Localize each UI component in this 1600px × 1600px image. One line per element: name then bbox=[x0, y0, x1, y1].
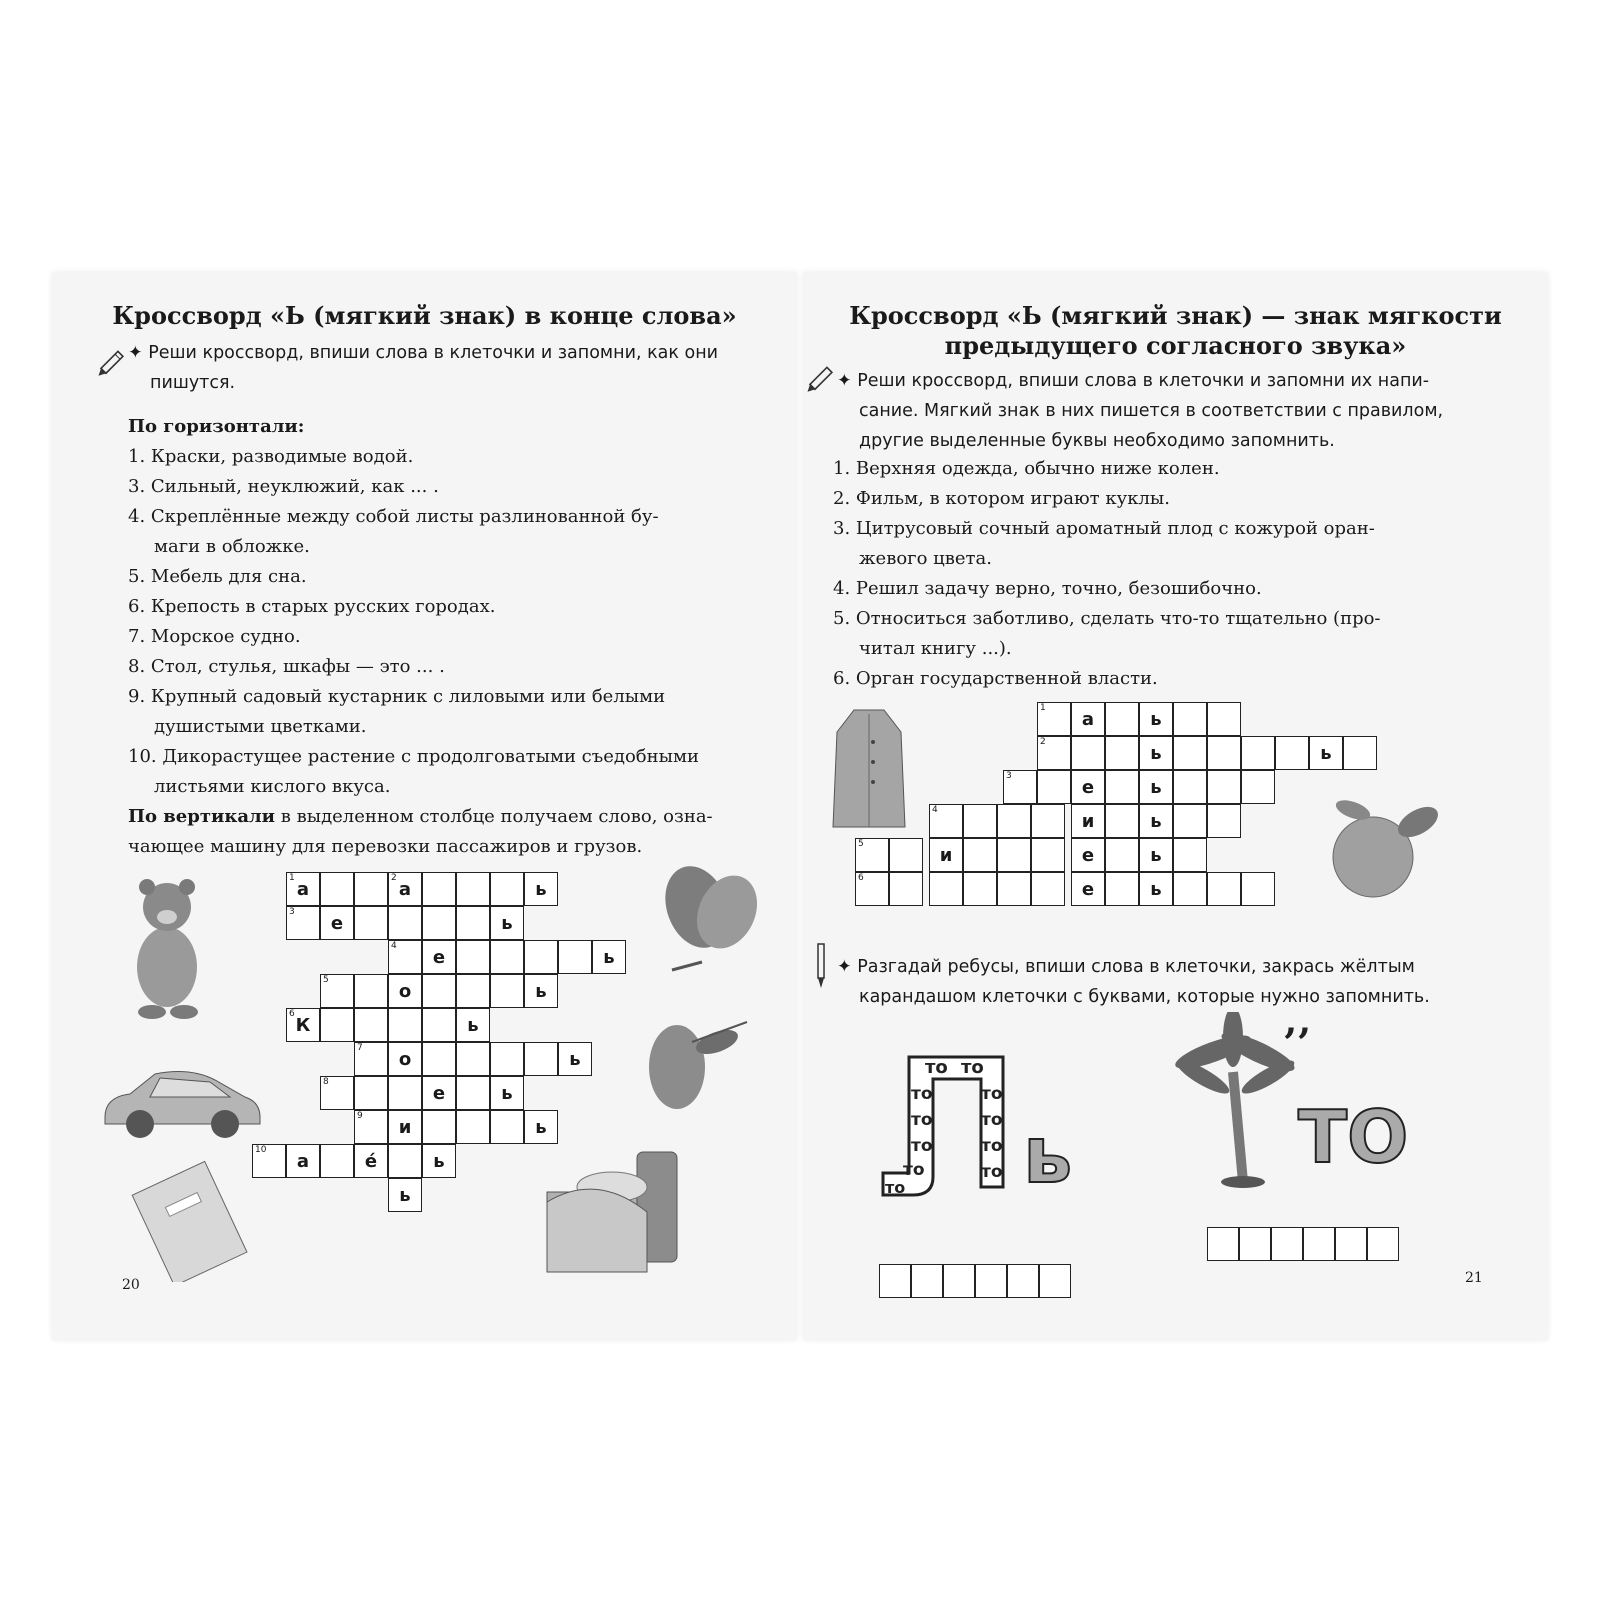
cw-cell[interactable]: е bbox=[422, 940, 456, 974]
answer-cell[interactable] bbox=[1207, 1227, 1239, 1261]
cw-cell[interactable] bbox=[1207, 702, 1241, 736]
right-instruction-line-2: сание. Мягкий знак в них пишется в соответствии с правилом, bbox=[859, 401, 1444, 421]
cw-cell[interactable] bbox=[354, 1008, 388, 1042]
cw-cell[interactable] bbox=[963, 804, 997, 838]
cw-cell[interactable]: ь bbox=[1139, 736, 1173, 770]
cw-cell[interactable] bbox=[963, 872, 997, 906]
clue-4-cont: маги в обложке. bbox=[154, 536, 310, 557]
rebus-to-8: то bbox=[981, 1084, 1003, 1104]
cw-cell[interactable] bbox=[456, 906, 490, 940]
cw-cell[interactable] bbox=[422, 1110, 456, 1144]
cw-cell[interactable]: 7 bbox=[354, 1042, 388, 1076]
answer-cell[interactable] bbox=[911, 1264, 943, 1298]
car-illustration bbox=[100, 1062, 265, 1142]
coat-illustration bbox=[829, 702, 909, 832]
cw-cell[interactable] bbox=[320, 872, 354, 906]
cw-cell[interactable] bbox=[456, 974, 490, 1008]
cw-cell[interactable] bbox=[388, 906, 422, 940]
cw-cell[interactable] bbox=[422, 974, 456, 1008]
cw-cell[interactable] bbox=[1275, 736, 1309, 770]
cw-cell[interactable] bbox=[1207, 804, 1241, 838]
cw-cell[interactable] bbox=[456, 1076, 490, 1110]
answer-cell[interactable] bbox=[943, 1264, 975, 1298]
cw-cell[interactable]: 6 К bbox=[286, 1008, 320, 1042]
cw-cell[interactable]: 1 а bbox=[286, 872, 320, 906]
answer-cell[interactable] bbox=[975, 1264, 1007, 1298]
cw-cell[interactable]: ь bbox=[1139, 838, 1173, 872]
cw-cell[interactable]: ь bbox=[1309, 736, 1343, 770]
cw-cell[interactable] bbox=[456, 1110, 490, 1144]
cw-cell[interactable]: 2 bbox=[1037, 736, 1071, 770]
cw-cell[interactable] bbox=[1105, 872, 1139, 906]
cw-cell[interactable]: а bbox=[1071, 702, 1105, 736]
cw-cell[interactable] bbox=[1105, 838, 1139, 872]
clue-10-cont: листьями кислого вкуса. bbox=[154, 776, 391, 797]
rebus-2-picture bbox=[1163, 1012, 1413, 1192]
clue-8: 8. Стол, стулья, шкафы — это ... . bbox=[128, 656, 445, 677]
cw-cell[interactable] bbox=[490, 1042, 524, 1076]
cw-cell[interactable] bbox=[1105, 770, 1139, 804]
answer-cell[interactable] bbox=[1039, 1264, 1071, 1298]
cw-cell[interactable] bbox=[456, 940, 490, 974]
bed-illustration bbox=[537, 1132, 687, 1282]
cw-cell[interactable]: ь bbox=[1139, 804, 1173, 838]
right-page-title-line-2: предыдущего согласного звука» bbox=[944, 331, 1407, 360]
rebus-to-5: то bbox=[911, 1136, 933, 1156]
cw-cell[interactable] bbox=[1105, 702, 1139, 736]
orange-illustration bbox=[1328, 792, 1448, 902]
left-page bbox=[52, 272, 797, 1340]
cw-cell[interactable] bbox=[558, 940, 592, 974]
clue-4: 4. Скреплённые между собой листы разлинованной бу- bbox=[128, 506, 659, 527]
cw-cell[interactable] bbox=[889, 872, 923, 906]
notebook-illustration bbox=[127, 1152, 257, 1282]
cw-cell[interactable]: 6 bbox=[855, 872, 889, 906]
cw-cell[interactable] bbox=[997, 838, 1031, 872]
cw-cell[interactable] bbox=[524, 1042, 558, 1076]
rebus-instruction-line-1: ✦ Разгадай ребусы, впиши слова в клеточки, закрась жёлтым bbox=[837, 957, 1415, 977]
cw-cell[interactable] bbox=[1031, 872, 1065, 906]
cw-cell[interactable] bbox=[1173, 770, 1207, 804]
cw-cell[interactable] bbox=[997, 804, 1031, 838]
answer-cell[interactable] bbox=[1271, 1227, 1303, 1261]
cw-cell[interactable]: ь bbox=[524, 872, 558, 906]
cw-cell[interactable]: 5 bbox=[320, 974, 354, 1008]
cw-cell[interactable]: 3 bbox=[286, 906, 320, 940]
cw-cell[interactable] bbox=[490, 1110, 524, 1144]
cw-cell[interactable]: 1 bbox=[1037, 702, 1071, 736]
pencil-icon bbox=[805, 360, 839, 396]
cw-cell[interactable] bbox=[490, 974, 524, 1008]
vertical-heading: По вертикали bbox=[128, 806, 276, 827]
cw-cell[interactable]: é bbox=[354, 1144, 388, 1178]
cw-cell[interactable]: и bbox=[929, 838, 963, 872]
rclue-1: 1. Верхняя одежда, обычно ниже колен. bbox=[833, 458, 1220, 479]
rebus-to-big: ТО bbox=[1298, 1095, 1409, 1179]
rebus-to-1: то bbox=[925, 1057, 948, 1078]
cw-cell[interactable] bbox=[1173, 838, 1207, 872]
clue-3: 3. Сильный, неуклюжий, как ... . bbox=[128, 476, 439, 497]
cw-cell[interactable]: 8 bbox=[320, 1076, 354, 1110]
cw-cell[interactable] bbox=[456, 872, 490, 906]
cw-cell[interactable]: и bbox=[1071, 804, 1105, 838]
cw-cell[interactable] bbox=[422, 1042, 456, 1076]
right-clue-list bbox=[833, 454, 1443, 694]
cw-cell[interactable] bbox=[388, 1008, 422, 1042]
left-instruction-line-1: ✦ Реши кроссворд, впиши слова в клеточки и запомни, как они bbox=[128, 343, 719, 363]
cw-cell[interactable] bbox=[1105, 736, 1139, 770]
rebus-soft-sign: ь bbox=[1023, 1111, 1073, 1201]
cw-cell[interactable]: ь bbox=[592, 940, 626, 974]
answer-cell[interactable] bbox=[1239, 1227, 1271, 1261]
clue-1: 1. Краски, разводимые водой. bbox=[128, 446, 414, 467]
clue-5: 5. Мебель для сна. bbox=[128, 566, 307, 587]
left-page-number: 20 bbox=[122, 1277, 140, 1293]
cw-cell[interactable]: ь bbox=[524, 974, 558, 1008]
rebus-to-7: то bbox=[885, 1178, 906, 1197]
cw-cell[interactable]: ь bbox=[1139, 872, 1173, 906]
cw-cell[interactable]: ь bbox=[422, 1144, 456, 1178]
cw-cell[interactable]: 4 bbox=[929, 804, 963, 838]
horizontal-heading: По горизонтали: bbox=[128, 416, 305, 437]
cw-cell[interactable]: ь bbox=[558, 1042, 592, 1076]
cw-cell[interactable] bbox=[354, 906, 388, 940]
clue-6: 6. Крепость в старых русских городах. bbox=[128, 596, 496, 617]
cw-cell[interactable] bbox=[1207, 770, 1241, 804]
cw-cell[interactable] bbox=[422, 906, 456, 940]
cw-cell[interactable] bbox=[388, 1144, 422, 1178]
cw-cell[interactable] bbox=[490, 940, 524, 974]
cw-cell[interactable] bbox=[1037, 770, 1071, 804]
cw-cell[interactable]: 2 а bbox=[388, 872, 422, 906]
cw-cell[interactable] bbox=[1241, 736, 1275, 770]
right-instruction-line-1: ✦ Реши кроссворд, впиши слова в клеточки и запомни их напи- bbox=[837, 371, 1430, 391]
cw-cell[interactable]: е bbox=[1071, 770, 1105, 804]
cw-cell[interactable] bbox=[1241, 770, 1275, 804]
rclue-3-cont: жевого цвета. bbox=[859, 548, 992, 569]
cw-cell[interactable]: о bbox=[388, 1042, 422, 1076]
answer-cell[interactable] bbox=[879, 1264, 911, 1298]
cw-cell[interactable] bbox=[1173, 872, 1207, 906]
left-instruction-line-2: пишутся. bbox=[150, 373, 236, 393]
pen-icon bbox=[809, 942, 833, 992]
cw-cell[interactable]: е bbox=[422, 1076, 456, 1110]
right-page bbox=[803, 272, 1548, 1340]
cw-cell[interactable] bbox=[320, 1008, 354, 1042]
cw-cell[interactable] bbox=[422, 872, 456, 906]
rebus-comma-quote: ’’ bbox=[1283, 1020, 1311, 1067]
cw-cell[interactable] bbox=[354, 872, 388, 906]
rebus-to-10: то bbox=[981, 1136, 1003, 1156]
cw-cell[interactable]: 5 bbox=[855, 838, 889, 872]
answer-cell[interactable] bbox=[1367, 1227, 1399, 1261]
left-page-title: Кроссворд «Ь (мягкий знак) в конце слова» bbox=[112, 301, 737, 330]
cw-cell[interactable] bbox=[1343, 736, 1377, 770]
cw-cell[interactable]: ь bbox=[524, 1110, 558, 1144]
cw-cell[interactable] bbox=[354, 974, 388, 1008]
cw-cell[interactable] bbox=[1105, 804, 1139, 838]
cw-cell[interactable] bbox=[422, 1008, 456, 1042]
cw-cell[interactable]: ь bbox=[490, 1076, 524, 1110]
rebus-to-2: то bbox=[961, 1057, 984, 1078]
rclue-4: 4. Решил задачу верно, точно, безошибочно. bbox=[833, 578, 1262, 599]
clue-7: 7. Морское судно. bbox=[128, 626, 301, 647]
rebus-instruction-line-2: карандашом клеточки с буквами, которые нужно запомнить. bbox=[859, 987, 1430, 1007]
cw-cell[interactable] bbox=[1241, 872, 1275, 906]
sorrel-illustration bbox=[652, 862, 772, 972]
cw-cell[interactable]: е bbox=[1071, 838, 1105, 872]
cw-cell[interactable]: ь bbox=[1139, 770, 1173, 804]
cw-cell[interactable]: а bbox=[286, 1144, 320, 1178]
cw-cell[interactable]: ь bbox=[1139, 702, 1173, 736]
rebus-to-4: то bbox=[911, 1110, 933, 1130]
cw-cell[interactable]: ь bbox=[456, 1008, 490, 1042]
answer-cell[interactable] bbox=[1303, 1227, 1335, 1261]
cw-cell[interactable] bbox=[456, 1042, 490, 1076]
cw-cell[interactable] bbox=[1173, 702, 1207, 736]
cw-cell[interactable]: ь bbox=[490, 906, 524, 940]
clue-9-cont: душистыми цветками. bbox=[154, 716, 367, 737]
cw-cell[interactable] bbox=[963, 838, 997, 872]
cw-cell[interactable] bbox=[1071, 736, 1105, 770]
clue-9: 9. Крупный садовый кустарник с лиловыми или белыми bbox=[128, 686, 666, 707]
right-page-title-line-1: Кроссворд «Ь (мягкий знак) — знак мягкости bbox=[849, 301, 1502, 330]
lilac-illustration bbox=[632, 1012, 752, 1122]
pencil-icon bbox=[96, 344, 130, 380]
cw-cell[interactable]: 9 bbox=[354, 1110, 388, 1144]
rclue-5: 5. Относиться заботливо, сделать что-то тщательно (про- bbox=[833, 608, 1381, 629]
cw-cell[interactable] bbox=[889, 838, 923, 872]
cw-cell[interactable]: е bbox=[1071, 872, 1105, 906]
left-clue-list bbox=[128, 412, 738, 862]
cw-cell[interactable] bbox=[929, 872, 963, 906]
cw-cell[interactable]: 4 bbox=[388, 940, 422, 974]
cw-cell[interactable] bbox=[1173, 736, 1207, 770]
cw-cell[interactable] bbox=[1173, 804, 1207, 838]
rebus-to-3: то bbox=[911, 1084, 933, 1104]
cw-cell[interactable] bbox=[524, 940, 558, 974]
cw-cell[interactable] bbox=[354, 1076, 388, 1110]
vertical-text-2: чающее машину для перевозки пассажиров и грузов. bbox=[128, 836, 643, 857]
clue-10: 10. Дикорастущее растение с продолговатыми съедобными bbox=[128, 746, 699, 767]
rclue-6: 6. Орган государственной власти. bbox=[833, 668, 1158, 689]
cw-cell[interactable] bbox=[388, 1076, 422, 1110]
rebus-1-picture bbox=[873, 1037, 1103, 1207]
rebus-to-11: то bbox=[981, 1162, 1003, 1182]
cw-cell[interactable] bbox=[490, 872, 524, 906]
cw-cell[interactable] bbox=[1031, 804, 1065, 838]
bear-illustration bbox=[122, 872, 212, 1022]
cw-cell[interactable] bbox=[1207, 872, 1241, 906]
rclue-3: 3. Цитрусовый сочный ароматный плод с кожурой оран- bbox=[833, 518, 1375, 539]
answer-cell[interactable] bbox=[1007, 1264, 1039, 1298]
rclue-2: 2. Фильм, в котором играют куклы. bbox=[833, 488, 1170, 509]
cw-cell[interactable] bbox=[1207, 736, 1241, 770]
rebus-to-9: то bbox=[981, 1110, 1003, 1130]
right-page-number: 21 bbox=[1465, 1270, 1483, 1286]
cw-cell[interactable] bbox=[997, 872, 1031, 906]
cw-cell[interactable]: 10 bbox=[252, 1144, 286, 1178]
cw-cell[interactable] bbox=[1031, 838, 1065, 872]
rclue-5-cont: читал книгу ...). bbox=[859, 638, 1012, 659]
cw-cell[interactable]: и bbox=[388, 1110, 422, 1144]
cw-cell[interactable] bbox=[320, 1144, 354, 1178]
cw-cell[interactable]: 3 bbox=[1003, 770, 1037, 804]
rebus-to-6: то bbox=[903, 1160, 925, 1180]
answer-cell[interactable] bbox=[1335, 1227, 1367, 1261]
right-instruction-line-3: другие выделенные буквы необходимо запомнить. bbox=[859, 431, 1335, 451]
vertical-text-1: в выделенном столбце получаем слово, озна- bbox=[275, 806, 713, 827]
cw-cell[interactable]: е bbox=[320, 906, 354, 940]
cw-cell[interactable]: о bbox=[388, 974, 422, 1008]
cw-cell[interactable]: ь bbox=[388, 1178, 422, 1212]
